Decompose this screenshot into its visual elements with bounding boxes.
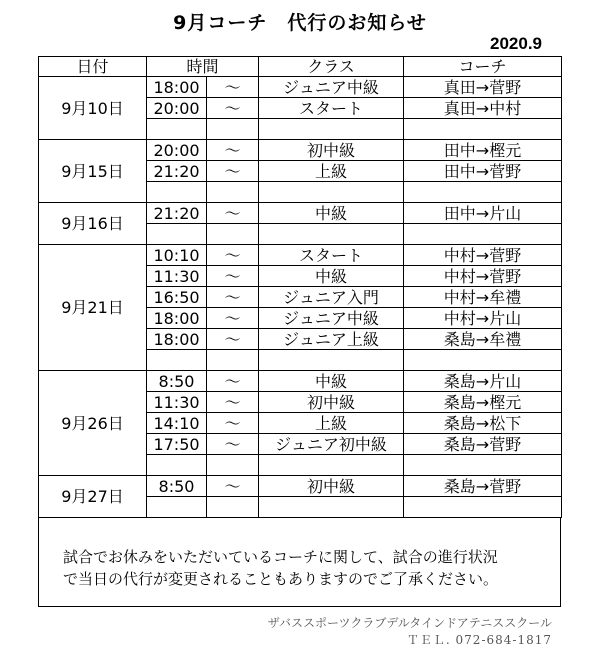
empty-cell	[207, 224, 259, 245]
tilde-cell: ～	[207, 245, 259, 266]
tilde-cell: ～	[207, 287, 259, 308]
table-header-row	[39, 57, 562, 77]
class-cell: ジュニア中級	[259, 77, 404, 98]
table-row	[39, 140, 562, 161]
coach-cell: 真田→菅野	[404, 77, 562, 98]
time-cell: 14:10	[147, 413, 207, 434]
tilde-cell: ～	[207, 476, 259, 497]
empty-cell	[207, 497, 259, 518]
schedule-table	[38, 56, 562, 518]
class-cell: ジュニア上級	[259, 329, 404, 350]
table-row	[39, 371, 562, 392]
empty-cell	[404, 497, 562, 518]
class-cell: 中級	[259, 371, 404, 392]
class-cell: スタート	[259, 98, 404, 119]
class-cell: 中級	[259, 266, 404, 287]
time-cell: 16:50	[147, 287, 207, 308]
coach-cell: 桑島→牟禮	[404, 329, 562, 350]
header-class: クラス	[259, 57, 404, 77]
time-cell: 8:50	[147, 371, 207, 392]
time-cell: 21:20	[147, 203, 207, 224]
school-name: ザバススポーツクラブデルタインドアテニススクール	[267, 616, 552, 630]
empty-cell	[147, 119, 207, 140]
class-cell: 初中級	[259, 392, 404, 413]
empty-cell	[259, 182, 404, 203]
time-cell: 17:50	[147, 434, 207, 455]
time-cell: 21:20	[147, 161, 207, 182]
empty-cell	[259, 455, 404, 476]
date-cell: 9月16日	[39, 203, 147, 245]
tilde-cell: ～	[207, 392, 259, 413]
tilde-cell: ～	[207, 434, 259, 455]
coach-cell: 中村→牟禮	[404, 287, 562, 308]
empty-cell	[259, 224, 404, 245]
class-cell: 初中級	[259, 140, 404, 161]
class-cell: ジュニア初中級	[259, 434, 404, 455]
empty-cell	[404, 182, 562, 203]
coach-cell: 田中→樫元	[404, 140, 562, 161]
schedule-body	[39, 77, 562, 518]
header-coach: コーチ	[404, 57, 562, 77]
date-cell: 9月27日	[39, 476, 147, 518]
time-cell: 8:50	[147, 476, 207, 497]
empty-cell	[404, 119, 562, 140]
coach-cell: 桑島→片山	[404, 371, 562, 392]
empty-cell	[207, 350, 259, 371]
coach-cell: 桑島→菅野	[404, 476, 562, 497]
school-phone: ＴＥＬ. 072-684-1817	[406, 633, 552, 647]
time-cell: 18:00	[147, 77, 207, 98]
empty-cell	[147, 350, 207, 371]
empty-cell	[147, 182, 207, 203]
empty-cell	[147, 455, 207, 476]
table-row	[39, 203, 562, 224]
tilde-cell: ～	[207, 161, 259, 182]
coach-cell: 真田→中村	[404, 98, 562, 119]
tilde-cell: ～	[207, 308, 259, 329]
empty-cell	[259, 119, 404, 140]
notice-line-2: で当日の代行が変更されることもありますのでご了承ください。	[63, 570, 499, 588]
empty-cell	[207, 455, 259, 476]
coach-cell: 中村→菅野	[404, 245, 562, 266]
coach-cell: 田中→片山	[404, 203, 562, 224]
time-cell: 10:10	[147, 245, 207, 266]
class-cell: 上級	[259, 413, 404, 434]
time-cell: 20:00	[147, 98, 207, 119]
tilde-cell: ～	[207, 98, 259, 119]
coach-cell: 田中→菅野	[404, 161, 562, 182]
empty-cell	[207, 182, 259, 203]
notice-box	[38, 518, 561, 607]
table-row	[39, 245, 562, 266]
coach-cell: 桑島→松下	[404, 413, 562, 434]
notice-date: 2020.9	[490, 34, 542, 53]
empty-cell	[147, 497, 207, 518]
date-cell: 9月15日	[39, 140, 147, 203]
page-title: 9月コーチ 代行のお知らせ	[173, 12, 427, 34]
time-cell: 18:00	[147, 329, 207, 350]
coach-cell: 桑島→菅野	[404, 434, 562, 455]
empty-cell	[259, 497, 404, 518]
class-cell: 上級	[259, 161, 404, 182]
header-day: 日付	[39, 57, 147, 77]
table-row	[39, 476, 562, 497]
tilde-cell: ～	[207, 413, 259, 434]
coach-cell: 中村→片山	[404, 308, 562, 329]
time-cell: 18:00	[147, 308, 207, 329]
class-cell: 初中級	[259, 476, 404, 497]
header-time: 時間	[147, 57, 259, 77]
empty-cell	[404, 455, 562, 476]
class-cell: 中級	[259, 203, 404, 224]
coach-cell: 桑島→樫元	[404, 392, 562, 413]
time-cell: 11:30	[147, 266, 207, 287]
date-cell: 9月21日	[39, 245, 147, 371]
empty-cell	[147, 224, 207, 245]
tilde-cell: ～	[207, 266, 259, 287]
class-cell: スタート	[259, 245, 404, 266]
tilde-cell: ～	[207, 329, 259, 350]
date-cell: 9月26日	[39, 371, 147, 476]
date-cell: 9月10日	[39, 77, 147, 140]
tilde-cell: ～	[207, 77, 259, 98]
table-row	[39, 77, 562, 98]
tilde-cell: ～	[207, 140, 259, 161]
class-cell: ジュニア入門	[259, 287, 404, 308]
class-cell: ジュニア中級	[259, 308, 404, 329]
empty-cell	[404, 224, 562, 245]
time-cell: 20:00	[147, 140, 207, 161]
empty-cell	[404, 350, 562, 371]
notice-line-1: 試合でお休みをいただいているコーチに関して、試合の進行状況	[63, 548, 498, 566]
tilde-cell: ～	[207, 371, 259, 392]
empty-cell	[259, 350, 404, 371]
coach-cell: 中村→菅野	[404, 266, 562, 287]
empty-cell	[207, 119, 259, 140]
time-cell: 11:30	[147, 392, 207, 413]
tilde-cell: ～	[207, 203, 259, 224]
